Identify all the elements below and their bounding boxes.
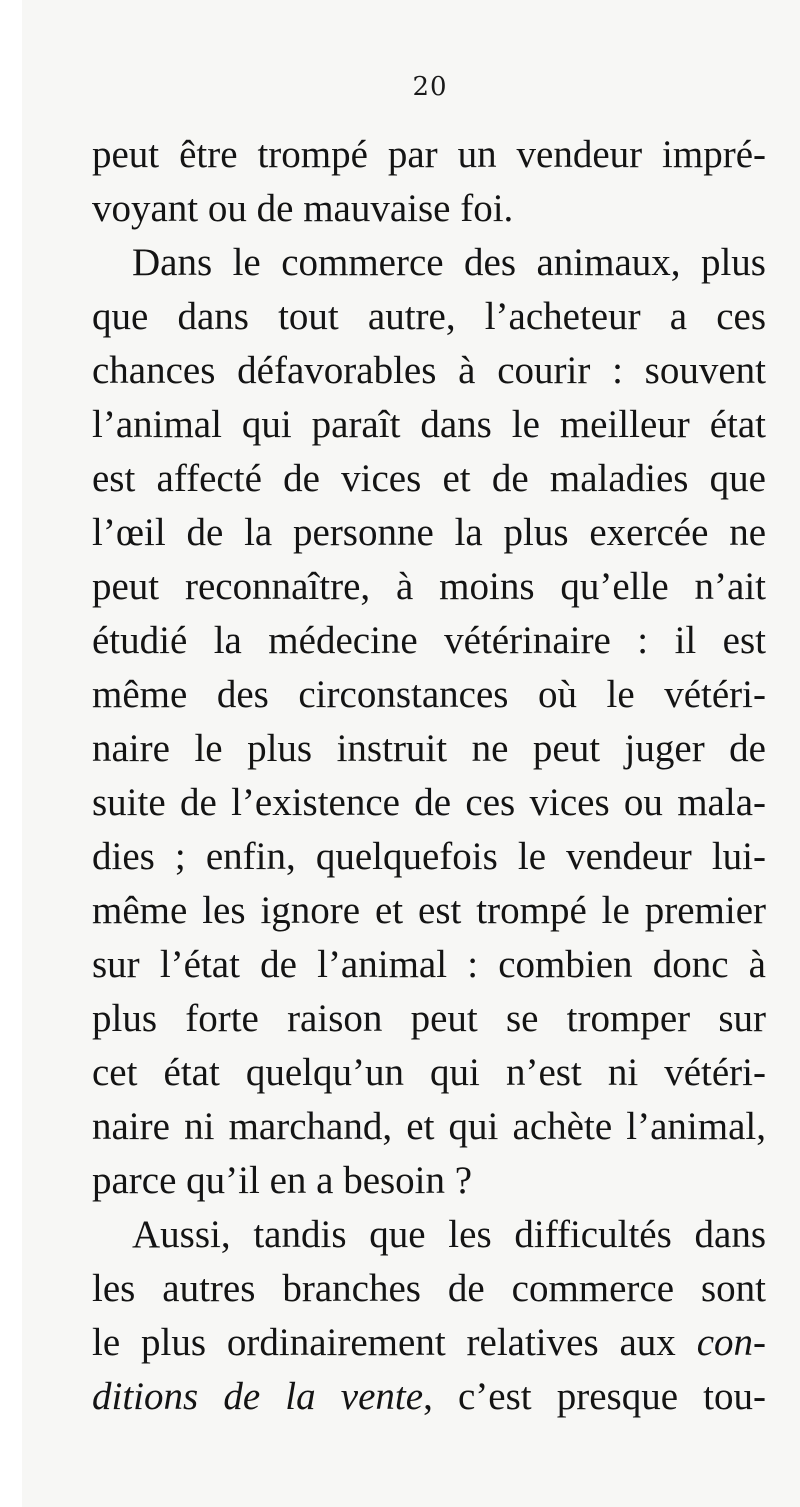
text-line	[92, 1316, 766, 1370]
text-line: Dans le commerce des animaux, plus	[132, 241, 766, 284]
text-line	[92, 1370, 766, 1424]
text-line: cet état quelqu’un qui n’est ni vétéri-	[92, 1051, 766, 1094]
text-run: le plus ordinairement relatives aux	[92, 1321, 697, 1364]
text-run-italic: ditions de la vente	[92, 1375, 424, 1418]
text-line: naire ni marchand, et qui achète l’animal,	[92, 1105, 766, 1148]
text-line: plus forte raison peut se tromper sur	[92, 997, 766, 1040]
text-line: chances défavorables à courir : souvent	[92, 349, 766, 392]
text-line: est affecté de vices et de maladies que	[92, 457, 766, 500]
text-line: parce qu’il en a besoin ?	[92, 1159, 473, 1202]
text-line: que dans tout autre, l’acheteur a ces	[92, 295, 766, 338]
text-line: Aussi, tandis que les difficultés dans	[132, 1213, 766, 1256]
text-run: , c’est presque tou-	[423, 1375, 766, 1418]
text-line: dies ; enfin, quelquefois le vendeur lui-	[92, 835, 766, 878]
text-line: les autres branches de commerce sont	[92, 1267, 766, 1310]
text-line: même des circonstances où le vétéri-	[92, 673, 766, 716]
page-margin-edge	[0, 0, 22, 1507]
text-line: l’animal qui paraît dans le meilleur état	[92, 403, 766, 446]
text-line: voyant ou de mauvaise foi.	[92, 187, 514, 230]
body-text	[92, 128, 766, 1424]
text-line: sur l’état de l’animal : combien donc à	[92, 943, 766, 986]
text-line: étudié la médecine vétérinaire : il est	[92, 619, 766, 662]
text-line: peut être trompé par un vendeur impré-	[92, 133, 766, 176]
text-line: peut reconnaître, à moins qu’elle n’ait	[92, 565, 766, 608]
page-number: 20	[412, 72, 448, 102]
text-line: naire le plus instruit ne peut juger de	[92, 727, 766, 770]
text-run-italic: con-	[696, 1321, 766, 1364]
text-line: suite de l’existence de ces vices ou mala-	[92, 781, 766, 824]
text-line: même les ignore et est trompé le premier	[92, 889, 766, 932]
text-line: l’œil de la personne la plus exercée ne	[92, 511, 766, 554]
